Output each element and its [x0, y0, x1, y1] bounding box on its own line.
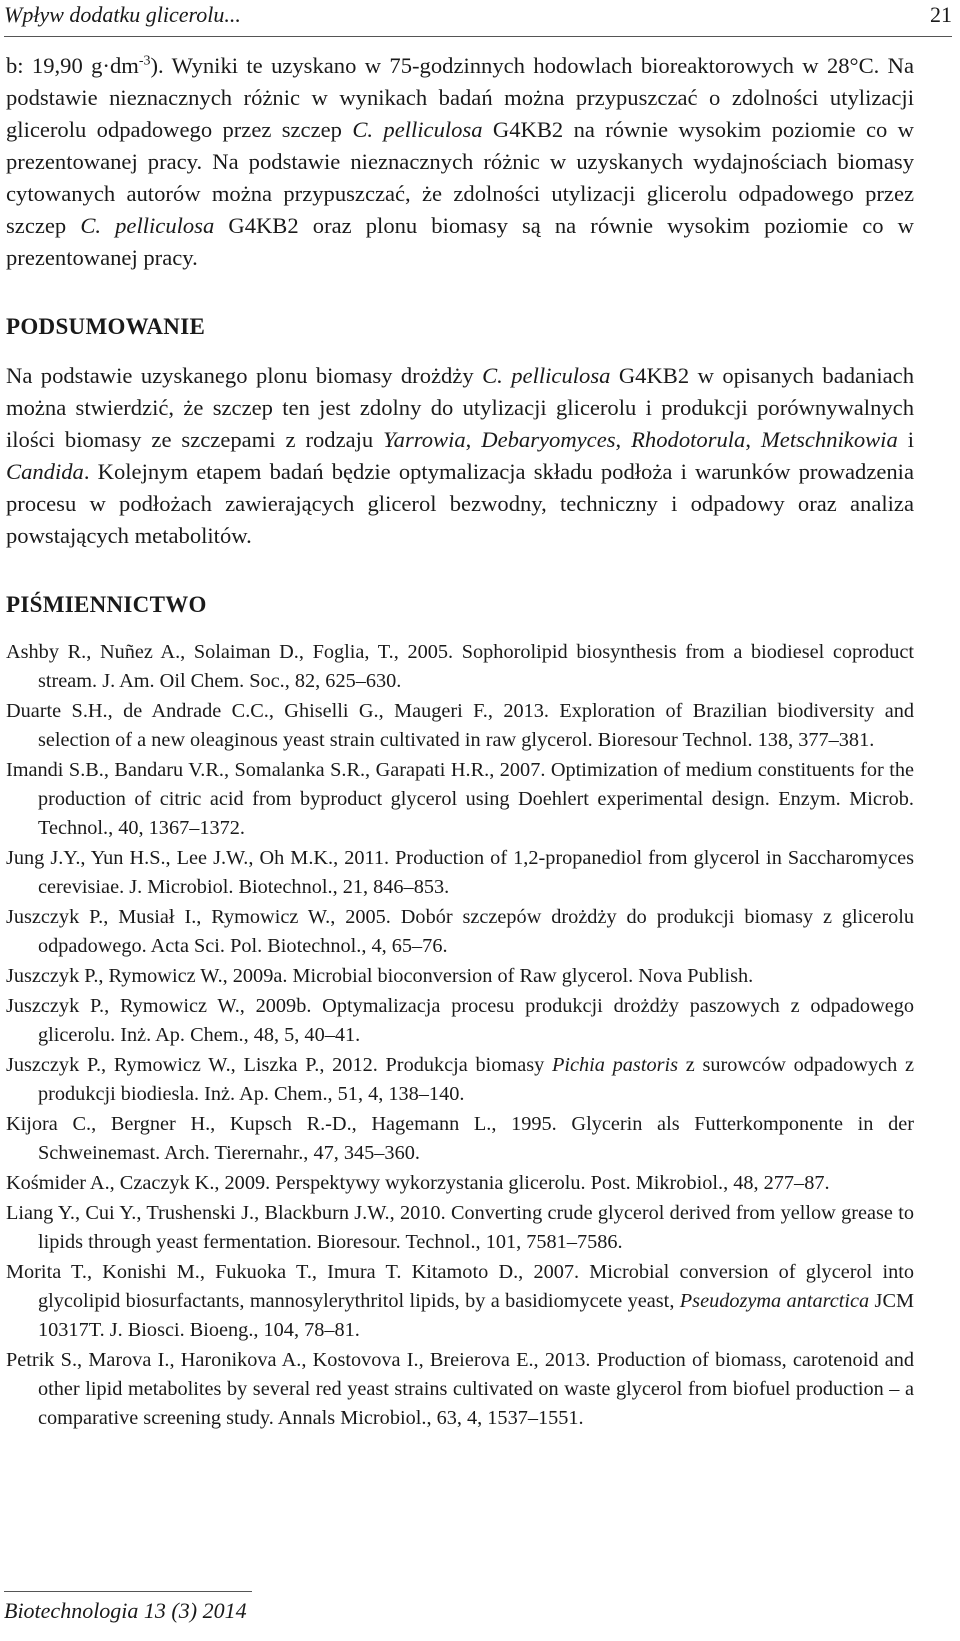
genus-name: Debaryomyces [481, 427, 616, 452]
reference-item: Juszczyk P., Rymowicz W., 2009b. Optymalizacja procesu produkcji drożdży paszowych z odpadowego glicerolu. Inż. Ap. Chem., 48, 5, 40–41. [6, 995, 914, 1046]
reference-item: Kijora C., Bergner H., Kupsch R.-D., Hagemann L., 1995. Glycerin als Futterkomponente in der Schweinemast. Arch. Tierernahr., 47, 345–360. [6, 1113, 914, 1164]
genus-name: Candida [6, 459, 84, 484]
reference-item [6, 1051, 914, 1109]
page-body [6, 50, 914, 1434]
summary-paragraph [6, 360, 914, 552]
genus-name: Yarrowia [383, 427, 466, 452]
reference-item: Duarte S.H., de Andrade C.C., Ghiselli G., Maugeri F., 2013. Exploration of Brazilian biodiversity and selection of a new oleaginous yeast strain cultivated in raw glycerol. Bioresour Technol. 138, 377–381. [6, 700, 914, 751]
section-heading-references: PIŚMIENNICTWO [6, 592, 207, 617]
text-run: , [615, 427, 632, 452]
running-title: Wpływ dodatku glicerolu... [4, 2, 241, 27]
reference-item: Petrik S., Marova I., Haronikova A., Kostovova I., Breierova E., 2013. Production of biomass, carotenoid and other lipid metabolites by several red yeast strains cultivated on waste glycerol from biofuel production – a comparative screening study. Annals Microbiol., 63, 4, 1537–1551. [6, 1349, 914, 1429]
reference-item: Kośmider A., Czaczyk K., 2009. Perspektywy wykorzystania glicerolu. Post. Mikrobiol., 48, 277–87. [6, 1172, 830, 1194]
genus-name: Rhodotorula [631, 427, 746, 452]
running-header [4, 2, 952, 37]
species-name: C. pelliculosa [352, 117, 483, 142]
text-run: , [745, 427, 761, 452]
footer-rule [4, 1591, 252, 1592]
journal-footer: Biotechnologia 13 (3) 2014 [4, 1598, 247, 1623]
reference-item: Imandi S.B., Bandaru V.R., Somalanka S.R., Garapati H.R., 2007. Optimization of medium constituents for the production of citric acid from byproduct glycerol using Doehlert experimental design. Enzym. Microb. Technol., 40, 1367–1372. [6, 759, 914, 839]
reference-item: Ashby R., Nuñez A., Solaiman D., Foglia, T., 2005. Sophorolipid biosynthesis from a biodiesel coproduct stream. J. Am. Oil Chem. Soc., 82, 625–630. [6, 641, 914, 692]
reference-item [6, 1258, 914, 1345]
reference-item: Juszczyk P., Rymowicz W., 2009a. Microbial bioconversion of Raw glycerol. Nova Publish. [6, 965, 754, 987]
text-run: b: 19,90 g·dm [6, 53, 139, 78]
text-run: , [465, 427, 482, 452]
text-run: . Kolejnym etapem badań będzie optymalizacja składu podłoża i warunków prowadzenia procesu w podłożach zawierających glicerol bezwodny, techniczny i odpadowy oraz analiza powstających metabolitów. [6, 459, 914, 548]
text-run: Morita T., Konishi M., Fukuoka T., Imura T. Kitamoto D., 2007. Microbial conversion of glycerol into glycolipid biosurfactants, mannosylerythritol lipids, by a basidiomycete yeast, [6, 1261, 914, 1312]
text-run: Na podstawie uzyskanego plonu biomasy drożdży [6, 363, 483, 388]
species-name: C. pelliculosa [80, 213, 215, 238]
text-run: JCM 10317T. J. Biosci. Bioeng., 104, 78–81. [38, 1290, 915, 1341]
section-heading-summary: PODSUMOWANIE [6, 314, 206, 339]
text-run: G4KB2 w opisanych badaniach można stwierdzić, że szczep ten jest zdolny do utylizacji glicerolu i produkcji porównywalnych ilości biomasy ze szczepami z rodzaju [6, 363, 914, 452]
species-name: Pseudozyma antarctica [679, 1290, 870, 1312]
page-number: 21 [930, 2, 952, 27]
reference-item: Jung J.Y., Yun H.S., Lee J.W., Oh M.K., 2011. Production of 1,2-propanediol from glycerol in Saccharomyces cerevisiae. J. Microbiol. Biotechnol., 21, 846–853. [6, 847, 914, 898]
text-run: G4KB2 oraz plonu biomasy są na równie wysokim poziomie co w prezentowanej pracy. [6, 213, 915, 270]
text-run: i [897, 427, 914, 452]
species-name: Pichia pastoris [551, 1054, 679, 1076]
reference-list [6, 638, 914, 1433]
text-run: ). Wyniki te uzyskano w 75-godzinnych hodowlach bioreaktorowych w 28°C. Na podstawie nieznacznych różnic w wynikach badań można przypuszczać o zdolności utylizacji glicerolu odpadowego przez szczep [6, 53, 914, 142]
text-run: Juszczyk P., Rymowicz W., Liszka P., 2012. Produkcja biomasy [6, 1054, 552, 1076]
discussion-paragraph [6, 50, 914, 274]
text-run: G4KB2 na równie wysokim poziomie co w prezentowanej pracy. Na podstawie nieznacznych różnic w uzyskanych wydajnościach biomasy cytowanych autorów można przypuszczać, że zdolności utylizacji glicerolu odpadowego przez szczep [6, 117, 915, 238]
species-name: C. pelliculosa [482, 363, 611, 388]
reference-item: Juszczyk P., Musiał I., Rymowicz W., 2005. Dobór szczepów drożdży do produkcji biomasy z glicerolu odpadowego. Acta Sci. Pol. Biotechnol., 4, 65–76. [6, 906, 914, 957]
text-run: z surowców odpadowych z produkcji biodiesla. Inż. Ap. Chem., 51, 4, 138–140. [38, 1054, 914, 1105]
superscript: -3 [138, 53, 151, 69]
genus-name: Metschnikowia [760, 427, 898, 452]
reference-item: Liang Y., Cui Y., Trushenski J., Blackburn J.W., 2010. Converting crude glycerol derived from yellow grease to lipids through yeast fermentation. Bioresour. Technol., 101, 7581–7586. [6, 1202, 914, 1253]
